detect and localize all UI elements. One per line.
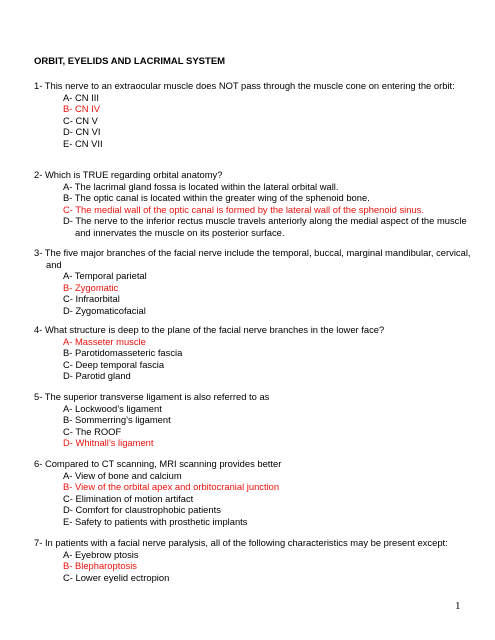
option-b: B- Parotidomasseteric fascia	[63, 347, 183, 359]
option-d: D- The nerve to the inferior rectus muscle travels anteriorly along the medial aspect of the muscle and innervates the muscle on its posterior surface.	[63, 215, 467, 238]
page-title: ORBIT, EYELIDS AND LACRIMAL SYSTEM	[34, 56, 226, 67]
question-4	[34, 324, 474, 382]
option-d: D- Parotid gland	[63, 370, 131, 382]
option-c: C- Deep temporal fascia	[63, 358, 165, 370]
option-e: E- Safety to patients with prosthetic implants	[63, 515, 248, 527]
option-a: A- CN III	[63, 91, 99, 103]
option-a: A- Eyebrow ptosis	[63, 548, 139, 560]
option-c-correct: C- The medial wall of the optic canal is formed by the lateral wall of the sphenoid sinus.	[63, 203, 424, 215]
option-a: A- The lacrimal gland fossa is located within the lateral orbital wall.	[63, 180, 339, 192]
option-d: D- Comfort for claustrophobic patients	[63, 504, 221, 516]
option-b: B- Sommerring’s ligament	[63, 414, 171, 426]
question-1	[34, 80, 474, 150]
option-b: B- The optic canal is located within the greater wing of the sphenoid bone.	[63, 192, 370, 204]
option-a: A- Lockwood’s ligament	[63, 402, 162, 414]
option-b-correct: B- Zygomatic	[63, 281, 119, 293]
option-b-correct: B- Blepharoptosis	[63, 560, 137, 572]
question-3	[34, 247, 474, 317]
option-d: D- CN VI	[63, 126, 101, 138]
option-b-correct: B- View of the orbital apex and orbitocranial junction	[63, 481, 280, 493]
option-d: D- Zygomaticofacial	[63, 304, 146, 316]
option-d-correct: D- Whitnall’s ligament	[63, 437, 154, 449]
option-c: C- Infraorbital	[63, 293, 120, 305]
option-b-correct: B- CN IV	[63, 103, 100, 115]
question-text: 2- Which is TRUE regarding orbital anatomy?	[34, 169, 223, 180]
option-c: C- The ROOF	[63, 425, 122, 437]
question-text: 7- In patients with a facial nerve paralysis, all of the following characteristics may be present except:	[34, 537, 448, 548]
option-e: E- CN VII	[63, 137, 103, 149]
option-c: C- Elimination of motion artifact	[63, 492, 194, 504]
option-a: A- View of bone and calcium	[63, 469, 182, 481]
option-a: A- Temporal parietal	[63, 270, 147, 282]
question-6	[34, 458, 474, 528]
question-text: 3- The five major branches of the facial nerve include the temporal, buccal, marginal mandibular, cervical, and	[34, 247, 471, 270]
question-text: 5- The superior transverse ligament is also referred to as	[34, 391, 270, 402]
page-number: 1	[455, 600, 461, 612]
question-7	[34, 537, 474, 583]
option-a-correct: A- Masseter muscle	[63, 335, 146, 347]
question-text: 4- What structure is deep to the plane of the facial nerve branches in the lower face?	[34, 324, 385, 335]
question-text: 1- This nerve to an extraocular muscle does NOT pass through the muscle cone on entering the orbit:	[34, 80, 455, 91]
option-c: C- CN V	[63, 114, 98, 126]
question-5	[34, 391, 474, 449]
option-c: C- Lower eyelid ectropion	[63, 571, 170, 583]
question-text: 6- Compared to CT scanning, MRI scanning provides better	[34, 458, 282, 469]
question-2	[34, 169, 474, 239]
